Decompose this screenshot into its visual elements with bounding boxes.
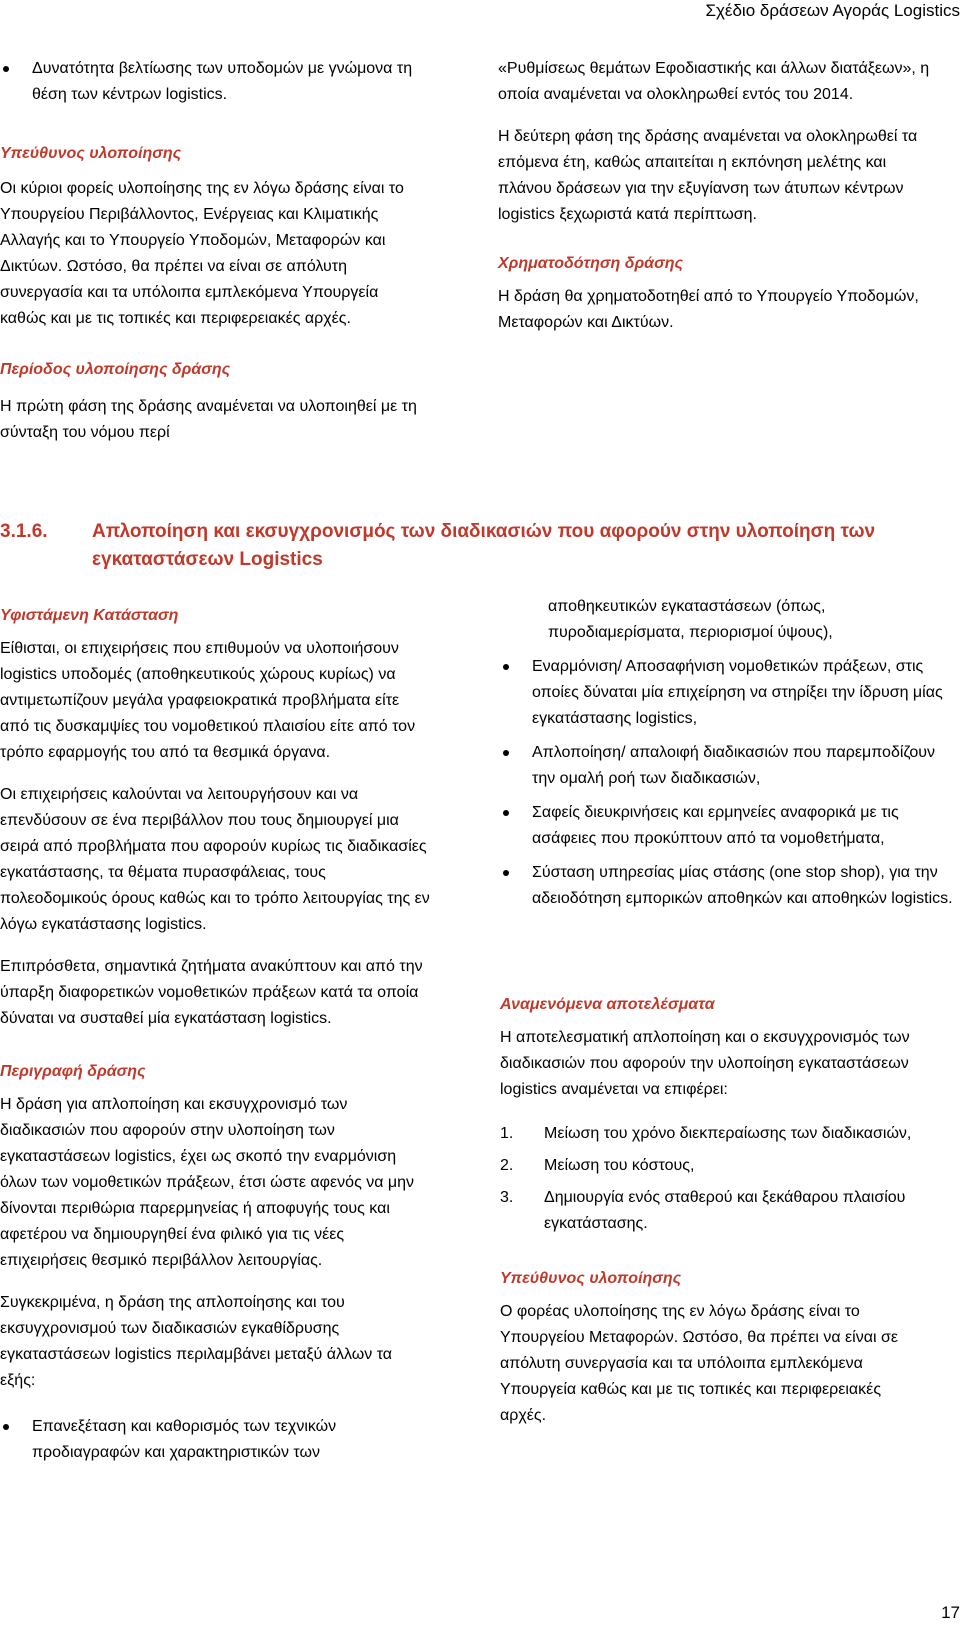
bullet-list	[500, 654, 956, 912]
bullet-list	[0, 1414, 430, 1466]
section-title: Απλοποίηση και εκσυγχρονισμός των διαδικασιών που αφορούν στην υλοποίηση των εγκαταστάσεων Logistics	[92, 521, 876, 570]
paragraph: Οι επιχειρήσεις καλούνται να λειτουργήσουν και να επενδύσουν σε ένα περιβάλλον που τους δημιουργεί μια σειρά από προβλήματα που αφορούν κυρίως τις διαδικασίες εγκατάστασης, τα θέματα πυρασφάλειας, τους πολεοδομικούς όρους καθώς και το τρόπο λειτουργίας της εν λόγω εγκατάστασης logistics.	[0, 786, 430, 933]
list-item: Δυνατότητα βελτίωσης των υποδομών με γνώμονα τη θέση των κέντρων logistics.	[0, 56, 420, 108]
paragraph: Οι κύριοι φορείς υλοποίησης της εν λόγω δράσης είναι το Υπουργείου Περιβάλλοντος, Ενέργειας και Κλιματικής Αλλαγής και το Υπουργείο Υποδομών, Μεταφορών και Δικτύων. Ωστόσο, θα πρέπει να είναι σε απόλυτη συνεργασία και τα υπόλοιπα εμπλεκόμενα Υπουργεία καθώς και με τις τοπικές και περιφερειακές αρχές.	[0, 180, 404, 327]
list-item	[500, 1185, 930, 1237]
list-text: Μείωση του χρόνο διεκπεραίωσης των διαδικασιών,	[544, 1125, 912, 1142]
paragraph: Συγκεκριμένα, η δράση της απλοποίησης και του εκσυγχρονισμού των διαδικασιών εγκαθίδρυσης εγκαταστάσεων logistics περιλαμβάνει μεταξύ άλλων τα εξής:	[0, 1294, 393, 1389]
section-number: 3.1.6.	[0, 521, 48, 542]
page-number: 17	[941, 1603, 960, 1622]
list-text: Δημιουργία ενός σταθερού και ξεκάθαρου πλαισίου εγκατάστασης.	[544, 1189, 906, 1232]
list-text: Μείωση του κόστους,	[544, 1157, 695, 1174]
paragraph: Η δεύτερη φάση της δράσης αναμένεται να ολοκληρωθεί τα επόμενα έτη, καθώς απαιτείται η εκπόνηση μελέτης και πλάνου δράσεων για την εξυγίανση των άτυπων κέντρων logistics ξεχωριστά κατά περίπτωση.	[498, 128, 918, 223]
list-number: 1.	[500, 1125, 514, 1142]
list-item: Επανεξέταση και καθορισμός των τεχνικών προδιαγραφών και χαρακτηριστικών των	[0, 1414, 430, 1466]
bottom-left-column	[0, 604, 430, 1466]
current-state-heading: Υφιστάμενη Κατάσταση	[0, 607, 179, 624]
paragraph: Η δράση θα χρηματοδοτηθεί από το Υπουργείο Υποδομών, Μεταφορών και Δικτύων.	[498, 288, 919, 331]
paragraph: αποθηκευτικών εγκαταστάσεων (όπως, πυροδιαμερίσματα, περιορισμοί ύψους),	[548, 598, 833, 641]
list-item: Σύσταση υπηρεσίας μίας στάσης (one stop shop), για την αδειοδότηση εμπορικών αποθηκών και αποθηκών logistics.	[500, 860, 956, 912]
bullet-list	[0, 56, 420, 108]
paragraph: Είθισται, οι επιχειρήσεις που επιθυμούν να υλοποιήσουν logistics υποδομές (αποθηκευτικούς χώρους κυρίως) να αντιμετωπίζουν μεγάλα γραφειοκρατικά προβλήματα είτε από τις δυσκαμψίες του νομοθετικού πλαισίου είτε από τον τρόπο εφαρμογής του από τα θεσμικά όργανα.	[0, 640, 416, 761]
top-right-column	[498, 56, 930, 336]
bottom-right-column	[516, 594, 956, 912]
results-heading: Αναμενόμενα αποτελέσματα	[500, 996, 715, 1013]
paragraph: Η δράση για απλοποίηση και εκσυγχρονισμό των διαδικασιών που αφορούν στην υλοποίηση των εγκαταστάσεων logistics, έχει ως σκοπό την εναρμόνιση όλων των νομοθετικών πράξεων, έτσι ώστε αφενός να μην δίνονται περιθώρια παρερμηνείας ή αποφυγής τους και αφετέρου να δημιουργηθεί ένα φιλικό για τις νέες επιχειρήσεις θεσμικό περιβάλλον λειτουργίας.	[0, 1096, 415, 1269]
paragraph: Η αποτελεσματική απλοποίηση και ο εκσυγχρονισμός των διαδικασιών που αφορούν την υλοποίηση εγκαταστάσεων logistics αναμένεται να επιφέρει:	[500, 1029, 910, 1098]
responsible-heading: Υπεύθυνος υλοποίησης	[0, 145, 182, 162]
period-heading: Περίοδος υλοποίησης δράσης	[0, 361, 231, 378]
list-item: Σαφείς διευκρινήσεις και ερμηνείες αναφορικά με τις ασάφειες που προκύπτουν από τα νομοθετήματα,	[500, 800, 956, 852]
list-number: 2.	[500, 1157, 514, 1174]
list-item	[500, 1121, 930, 1147]
responsible-heading: Υπεύθυνος υλοποίησης	[500, 1270, 682, 1287]
list-number: 3.	[500, 1189, 514, 1206]
top-left-column	[0, 56, 420, 446]
list-item	[500, 1153, 930, 1179]
paragraph: Η πρώτη φάση της δράσης αναμένεται να υλοποιηθεί με τη σύνταξη του νόμου περί	[0, 398, 417, 441]
list-item: Απλοποίηση/ απαλοιφή διαδικασιών που παρεμποδίζουν την ομαλή ροή των διαδικασιών,	[500, 740, 956, 792]
funding-heading: Χρηματοδότηση δράσης	[498, 255, 683, 272]
running-header: Σχέδιο δράσεων Αγοράς Logistics	[705, 1, 960, 20]
results-column	[500, 993, 930, 1429]
paragraph: Ο φορέας υλοποίησης της εν λόγω δράσης είναι το Υπουργείου Μεταφορών. Ωστόσο, θα πρέπει να είναι σε απόλυτη συνεργασία και τα υπόλοιπα εμπλεκόμενα Υπουργεία καθώς και με τις τοπικές και περιφερειακές αρχές.	[500, 1303, 898, 1424]
results-list	[500, 1121, 930, 1237]
section-heading	[0, 518, 930, 574]
paragraph: «Ρυθμίσεως θεμάτων Εφοδιαστικής και άλλων διατάξεων», η οποία αναμένεται να ολοκληρωθεί εντός του 2014.	[498, 60, 930, 103]
paragraph: Επιπρόσθετα, σημαντικά ζητήματα ανακύπτουν και από την ύπαρξη διαφορετικών νομοθετικών πράξεων κατά τα οποία δύναται να συσταθεί μία εγκατάσταση logistics.	[0, 958, 423, 1027]
list-item: Εναρμόνιση/ Αποσαφήνιση νομοθετικών πράξεων, στις οποίες δύναται μία επιχείρηση να στηρίξει την ίδρυση μίας εγκατάστασης logistics,	[500, 654, 956, 732]
description-heading: Περιγραφή δράσης	[0, 1063, 146, 1080]
